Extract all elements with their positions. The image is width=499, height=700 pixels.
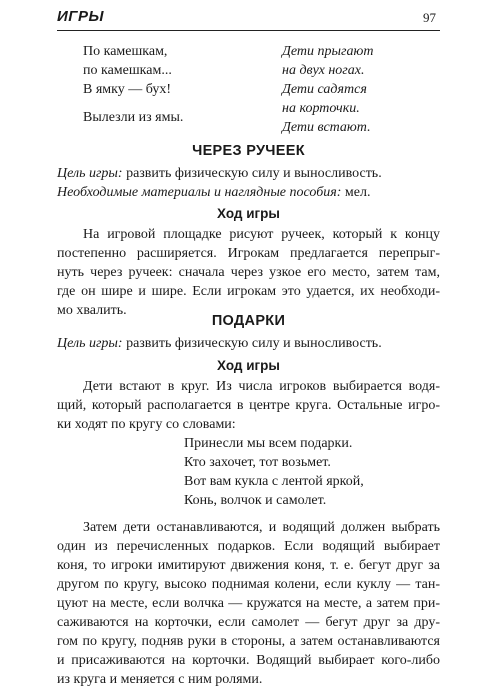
poem-line: По камешкам, xyxy=(83,44,168,59)
game-materials xyxy=(57,183,440,202)
running-header-title: ИГРЫ xyxy=(57,8,104,25)
game-goal xyxy=(57,164,440,183)
materials-text: мел. xyxy=(344,185,371,200)
game-title: ПОДАРКИ xyxy=(211,313,286,329)
text-line: На игровой площадке рисуют ручеек, который к концу xyxy=(83,227,440,242)
text-line: один из перечисленных подарков. Если водящий выбирает xyxy=(57,539,440,554)
goal-label: Цель игры: xyxy=(57,166,123,181)
text-line: из круга и меняется с ним ролями. xyxy=(57,672,263,687)
game-intro xyxy=(57,377,440,434)
text-line: другом по кругу, высоко поднимая колени, если куклу — тан- xyxy=(57,577,440,592)
text-line: Дети встают в круг. Из числа игроков выбирается водя- xyxy=(83,379,440,394)
text-line: коня, то игроки имитируют движения коня, т. е. бегут друг за xyxy=(57,558,440,573)
verse-line: Вот вам кукла с лентой яркой, xyxy=(184,474,364,489)
text-line: и присаживаются на корточки. Водящий выбирает кого-либо xyxy=(57,653,440,668)
text-line: щий, который располагается в центре круга. Остальные игро- xyxy=(57,398,440,413)
poem-line: В ямку — бух! xyxy=(83,82,171,97)
goal-text: развить физическую силу и выносливость. xyxy=(126,336,382,351)
game-description xyxy=(57,225,440,320)
text-line: постепенно расширяется. Игрокам предлагается перепрыг- xyxy=(57,246,440,261)
header-rule xyxy=(57,30,440,31)
goal-text: развить физическую силу и выносливость. xyxy=(126,166,382,181)
game-goal xyxy=(57,334,440,353)
procedure-title: Ход игры xyxy=(217,206,280,221)
text-line: мо хвалить. xyxy=(57,303,127,318)
materials-label: Необходимые материалы и наглядные пособия: xyxy=(57,185,342,200)
text-line: гом по кругу, подняв руки в стороны, а затем останавливаются xyxy=(57,634,440,649)
text-line: нуть через ручеек: сначала через узкое его место, затем там, xyxy=(57,265,440,280)
game-rules xyxy=(57,518,440,689)
verse-line: Принесли мы всем подарки. xyxy=(184,436,353,451)
poem-line: по камешкам... xyxy=(83,63,172,78)
procedure-title: Ход игры xyxy=(217,358,280,373)
poem-action: на корточки. xyxy=(282,101,360,116)
poem-line: Вылезли из ямы. xyxy=(83,110,184,125)
poem-action: Дети прыгают xyxy=(282,44,374,59)
poem-action: на двух ногах. xyxy=(282,63,365,78)
poem-action: Дети садятся xyxy=(282,82,367,97)
text-line: саживаются на корточки, если самолет — бегут друг за дру- xyxy=(57,615,440,630)
text-line: цуют на месте, если волчка — кружатся на месте, а затем при- xyxy=(57,596,440,611)
game-title: ЧЕРЕЗ РУЧЕЕК xyxy=(192,143,305,159)
text-line: Затем дети останавливаются, и водящий должен выбрать xyxy=(83,520,440,535)
text-line: ки ходят по кругу со словами: xyxy=(57,417,236,432)
goal-label: Цель игры: xyxy=(57,336,123,351)
text-line: где он шире и шире. Если игрокам это удается, их необходи- xyxy=(57,284,440,299)
verse-line: Кто захочет, тот возьмет. xyxy=(184,455,331,470)
verse-line: Конь, волчок и самолет. xyxy=(184,493,327,508)
page-number: 97 xyxy=(423,10,436,25)
poem-action: Дети встают. xyxy=(282,120,371,135)
